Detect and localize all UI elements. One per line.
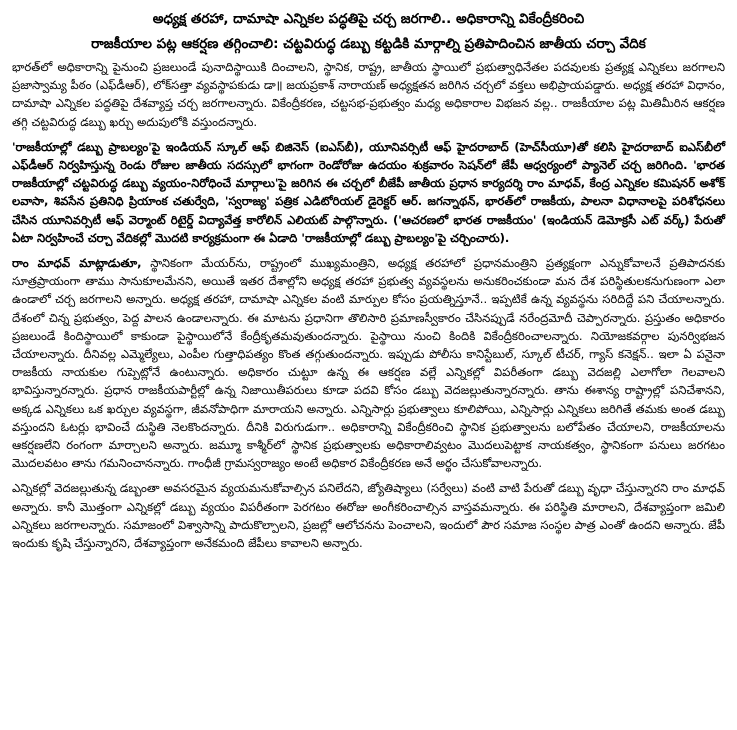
paragraph-ram-madhav-body: స్థానికంగా మేయర్‌ను, రాష్ట్రంలో ముఖ్యమంత్రిని, అధ్యక్ష తరహాలో ప్రధానమంత్రిని ప్రత్యక్షంగా ఎన్నుకోవాలనే ప్రతిపాదనకు సూత్రప్రాయంగా తాము సానుకూలమేనని, అయితే ఇతర దేశాల్లోని అధ్యక్ష తరహా ప్రభుత్వ వ్యవస్థలను అనుకరించకుండా మన దేశ పరిస్థితులకనుగుణంగా ఎలా ఉండాలో చర్చ జరగాలని అన్నారు. అధ్యక్ష తరహా, దామాషా ఎన్నికల వంటి మార్పుల కోసం ప్రయత్నిస్తూనే.. ఇప్పటికే ఉన్న వ్యవస్థను సరిదిద్దే పని చేయాలన్నారు. దేశంలో చిన్న ప్రభుత్వం, పెద్ద పాలన ఉండాలన్నారు. ఈ మాటను ప్రధానిగా తొలిసారి ప్రమాణస్వీకారం చేసినప్పుడే నరేంద్రమోదీ చెప్పారన్నారు. ప్రస్తుతం అధికారం ప్రజలుండే కిందిస్థాయిలో కాకుండా పైస్థాయిలోనే కేంద్రీకృతమవుతుందన్నారు. పైస్థాయి నుంచి కిందికి వికేంద్రీకరించాలన్నారు. నియోజకవర్గాల పునర్విభజన చేయాలన్నారు. దీనివల్ల ఎమ్మెల్యేలు, ఎంపీల గుత్తాధిపత్యం కొంత తగ్గుతుందన్నారు. ఇప్పుడు పోలీసు కానిస్టేబుల్, స్కూల్ టీచర్, గ్యాస్ కనెక్షన్.. ఇలా ఏ పనైనా రాజకీయ నాయకుల గుప్పెట్లోనే ఉంటున్నారు. అధికారం చుట్టూ ఉన్న ఈ ఆకర్షణ వల్లే ఎన్నికల్లో విపరీతంగా డబ్బు వెదజల్లి ఎలాగోలా గెలవాలని భావిస్తున్నారన్నారు. ప్రధాన రాజకీయపార్టీల్లో ఉన్న నిజాయితీపరులు కూడా పదవి కోసం డబ్బు వెదజల్లుతున్నారన్నారు. తాను ఈశాన్య రాష్ట్రాల్లో పనిచేశానని, అక్కడ ఎన్నికలు ఒక ఖర్చుల వ్యవస్థగా, జీవనోపాధిగా మారాయని అన్నారు. ఎన్నిసార్లు ప్రభుత్వాలు కూలిపోయి, ఎన్నిసార్లు ఎన్నికలు జరిగితే తమకు అంత డబ్బు వస్తుందని ఓటర్లు భావించే దుస్థితి నెలకొందన్నారు. దీనికి విరుగుడుగా.. అధికారాన్ని వికేంద్రీకరించి స్థానిక ప్రభుత్వాలను బలోపేతం చేయాలని, రాజకీయాలను ఆకర్షణలేని రంగంగా మార్చాలని అన్నారు. జమ్మూ కాశ్మీర్‌లో స్థానిక ప్రభుత్వాలకు అధికారాలివ్వటం మొదలుపెట్టాక నాయకత్వం, స్థానికంగా పనులు జరగటం మొదలవటం తాను గమనించానన్నారు. గాంధీజీ గ్రామస్వరాజ్యం అంటే అధికార వికేంద్రీకరణ అనే అర్థం చేసుకోవాలన్నారు. <box>12 256 725 471</box>
headline-line-1: అధ్యక్ష తరహా, దామాషా ఎన్నికల పద్ధతిపై చర్చ జరగాలి.. అధికారాన్ని వికేంద్రీకరించి <box>152 11 585 27</box>
headline-line-2: రాజకీయాల పట్ల ఆకర్షణ తగ్గించాలి: చట్టవిరుద్ధ డబ్బు కట్టడికి మార్గాల్ని ప్రతిపాదించిన జాతీయ చర్చా వేదిక <box>91 36 646 52</box>
paragraph-ram-madhav <box>12 254 725 472</box>
paragraph-intro: భారత్‌లో అధికారాన్ని పైనుంచి ప్రజలుండే పునాదిస్థాయికి దించాలని, స్థానిక, రాష్ట్ర, జాతీయ స్థాయిలో ప్రభుత్వాధినేతల పదవులకు ప్రత్యక్ష ఎన్నికలు జరగాలని ప్రజాస్వామ్య పీఠం (ఎఫ్‌డీఆర్), లోక్‌సత్తా వ్యవస్థాపకుడు డా॥ జయప్రకాశ్ నారాయణ్ అధ్యక్షతన జరిగిన చర్చలో వక్తలు అభిప్రాయపడ్డారు. అధ్యక్ష తరహా విధానం, దామాషా ఎన్నికల పద్ధతిపై దేశవ్యాప్త చర్చ జరగాలన్నారు. వికేంద్రీకరణ, చట్టసభ-ప్రభుత్వం మధ్య అధికారాల విభజన వల్ల.. రాజకీయాల పట్ల మితిమీరిన ఆకర్షణ తగ్గి చట్టవిరుద్ధ డబ్బు ఖర్చు అదుపులోకి వస్తుందన్నారు. <box>12 60 725 129</box>
paragraph-panel-details: 'రాజకీయాల్లో డబ్బు ప్రాబల్యం'పై ఇండియన్ స్కూల్ ఆఫ్ బిజినెస్ (ఐఎస్‌బీ), యూనివర్సిటీ ఆఫ్ హైదరాబాద్ (హెచ్‌సీయూ)తో కలిసి హైదరాబాద్ ఐఎస్‌బీలో ఎఫ్‌డీఆర్ నిర్వహిస్తున్న రెండు రోజుల జాతీయ సదస్సులో భాగంగా రెండోరోజు ఉదయం శుక్రవారం సెషన్‌లో జేపీ ఆధ్వర్యంలో ప్యానెల్ చర్చ జరిగింది. 'భారత రాజకీయాల్లో చట్టవిరుద్ధ డబ్బు వ్యయం-నిరోధించే మార్గాలు'పై జరిగిన ఈ చర్చలో బీజేపీ జాతీయ ప్రధాన కార్యదర్శి రాం మాధవ్, కేంద్ర ఎన్నికల కమిషనర్ అశోక్ లవాసా, శివసేన ప్రతినిధి ప్రియాంక చతుర్వేది, 'స్వరాజ్య' పత్రిక ఎడిటోరియల్ డైరెక్టర్ ఆర్. జగన్నాథన్, భారత్‌లో రాజకీయ, పాలనా విధానాలపై పరిశోధనలు చేసిన యూనివర్సిటీ ఆఫ్ వెర్మాంట్ రిటైర్డ్ విద్యావేత్త కారోలిన్ ఎలియట్ పాల్గొన్నారు. ('ఆచరణలో భారత రాజకీయం' (ఇండియన్ డెమోక్రసీ ఎట్ వర్క్) పేరుతో ఏటా నిర్వహించే చర్చా వేదికల్లో మొదటి కార్యక్రమంగా ఈ ఏడాది 'రాజకీయాల్లో డబ్బు ప్రాబల్యం'పై చర్చించారు). <box>12 139 725 245</box>
paragraph-conclusion: ఎన్నికల్లో వెదజల్లుతున్న డబ్బంతా అవసరమైన వ్యయమనుకోవాల్సిన పనిలేదని, జ్యోతిష్యాలు (సర్వేలు) వంటి వాటి పేరుతో డబ్బు వృధా చేస్తున్నారని రాం మాధవ్ అన్నారు. కానీ మొత్తంగా ఎన్నికల్లో డబ్బు వ్యయం విపరీతంగా పెరగటం ఈరోజు అంగీకరించాల్సిన వాస్తవమన్నారు. ఈ పరిస్థితి మారాలని, దేశవ్యాప్తంగా జమిలి ఎన్నికలు జరగాలన్నారు. సమాజంలో విశ్వాసాన్ని పాదుకొల్పాలని, ప్రజల్లో ఆలోచనను పెంచాలని, ఇందులో పౌర సమాజ సంస్థల పాత్ర ఎంతో ఉందని అన్నారు. జేపీ ఇందుకు కృషి చేస్తున్నారని, దేశవ్యాప్తంగా అనేకమంది జేపీలు కావాలని అన్నారు. <box>12 481 725 551</box>
paragraph-lead-speaker: రాం మాధవ్ మాట్లాడుతూ, <box>12 256 142 271</box>
